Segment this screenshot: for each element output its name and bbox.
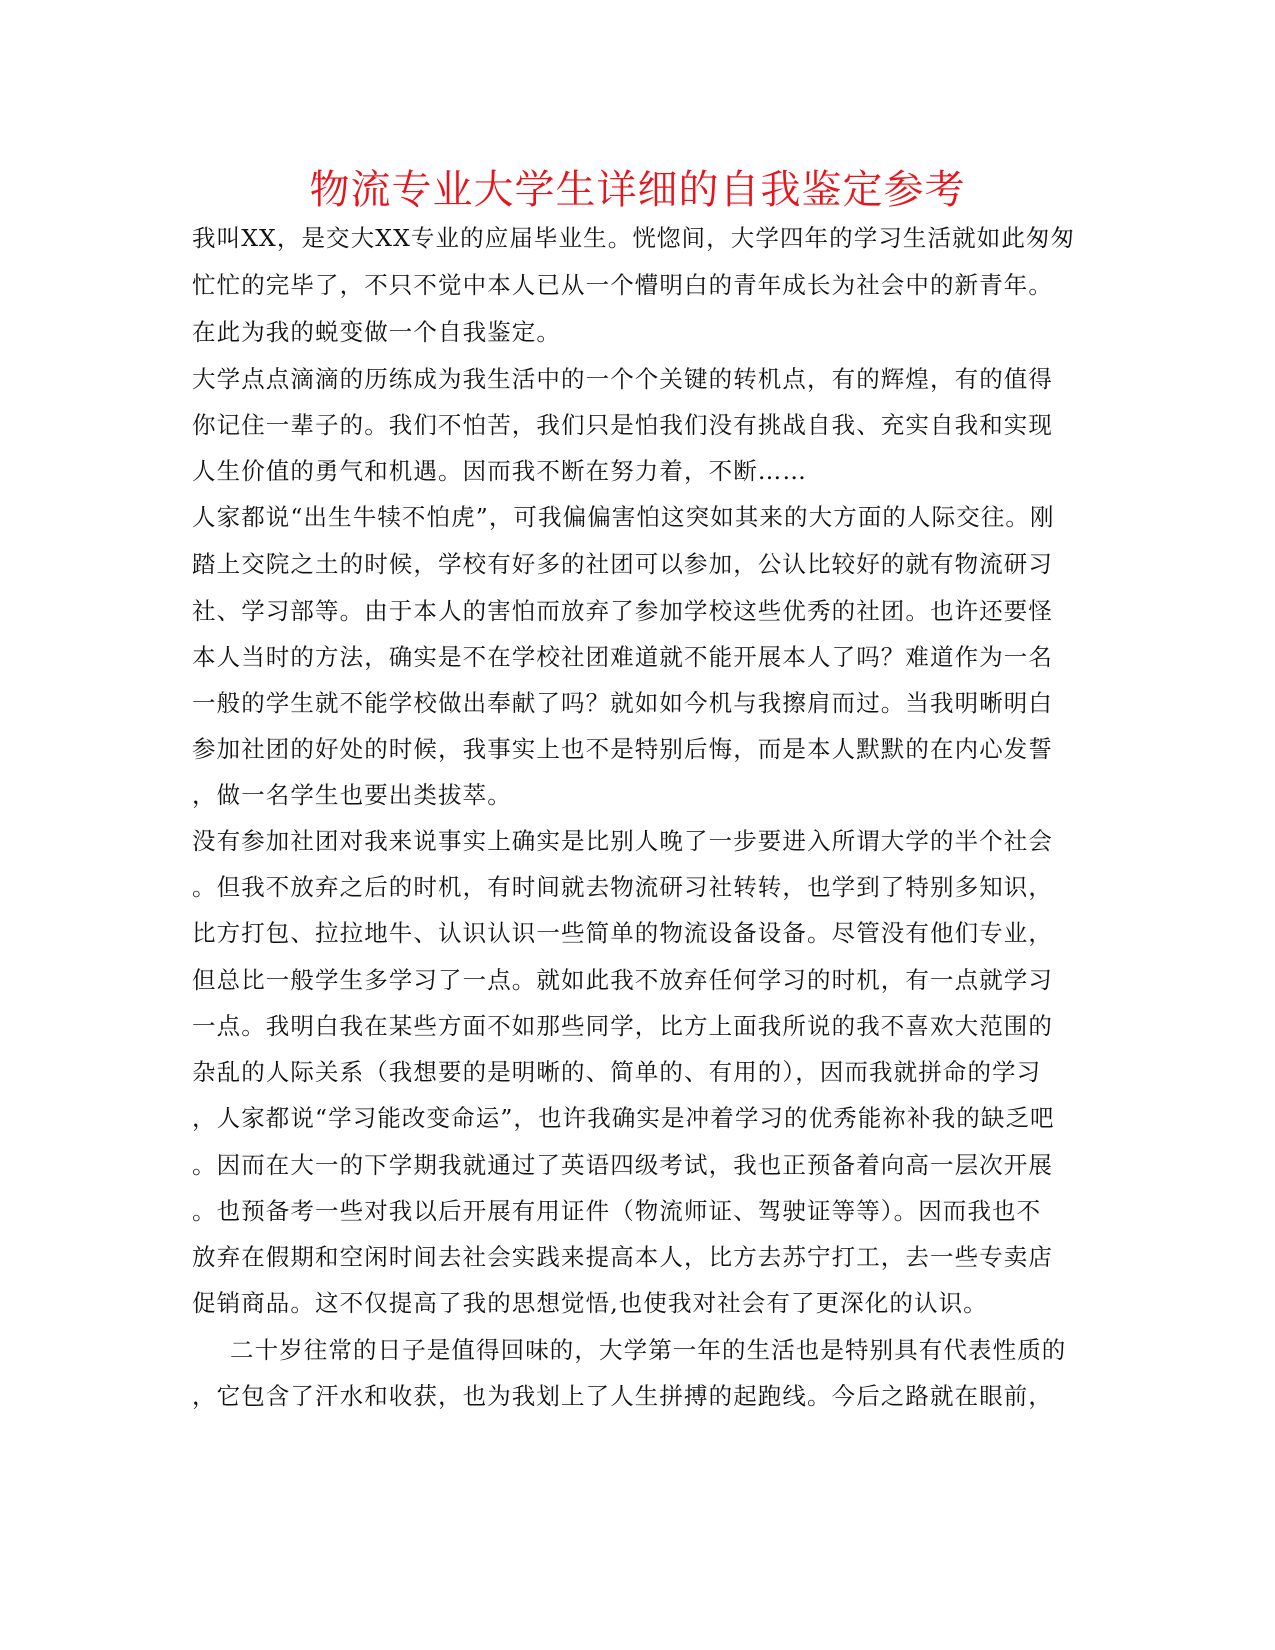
text-line: ，它包含了汗水和收获，也为我划上了人生拼搏的起跑线。今后之路就在眼前， <box>192 1382 1053 1410</box>
text-line: 一点。我明白我在某些方面不如那些同学，比方上面我所说的我不喜欢大范围的 <box>192 1012 1053 1040</box>
text-line: 人生价值的勇气和机遇。因而我不断在努力着，不断…… <box>192 457 807 485</box>
text-line: 踏上交院之土的时候，学校有好多的社团可以参加，公认比较好的就有物流研习 <box>192 550 1053 578</box>
text-line: 二十岁往常的日子是值得回味的，大学第一年的生活也是特别具有代表性质的 <box>230 1336 1067 1364</box>
text-line: 参加社团的好处的时候，我事实上也不是特别后悔，而是本人默默的在内心发誓 <box>192 735 1053 763</box>
text-line: 一般的学生就不能学校做出奉献了吗？就如如今机与我擦肩而过。当我明晰明白 <box>192 689 1053 717</box>
text-line: 促销商品。这不仅提高了我的思想觉悟,也使我对社会有了更深化的认识。 <box>192 1289 988 1317</box>
text-line: 我叫XX，是交大XX专业的应届毕业生。恍惚间，大学四年的学习生活就如此匆匆 <box>192 224 1076 252</box>
text-line: 人家都说“出生牛犊不怕虎”，可我偏偏害怕这突如其来的大方面的人际交往。刚 <box>192 503 1055 531</box>
document-title: 物流专业大学生详细的自我鉴定参考 <box>309 167 966 213</box>
text-line: ，做一名学生也要出类拔萃。 <box>192 781 512 809</box>
text-line: 。但我不放弃之后的时机，有时间就去物流研习社转转，也学到了特别多知识， <box>192 873 1053 901</box>
text-line: 没有参加社团对我来说事实上确实是比别人晚了一步要进入所谓大学的半个社会 <box>192 827 1053 855</box>
text-line: 但总比一般学生多学习了一点。就如此我不放弃任何学习的时机，有一点就学习 <box>192 966 1053 994</box>
text-line: 忙忙的完毕了，不只不觉中本人已从一个懵明白的青年成长为社会中的新青年。 <box>192 271 1053 299</box>
text-line: 杂乱的人际关系（我想要的是明晰的、简单的、有用的），因而我就拼命的学习 <box>192 1058 1042 1086</box>
text-line: 社、学习部等。由于本人的害怕而放弃了参加学校这些优秀的社团。也许还要怪 <box>192 597 1053 625</box>
text-line: 大学点点滴滴的历练成为我生活中的一个个关键的转机点，有的辉煌，有的值得 <box>192 365 1053 393</box>
text-line: 比方打包、拉拉地牛、认识认识一些简单的物流设备设备。尽管没有他们专业， <box>192 919 1053 947</box>
text-line: 。也预备考一些对我以后开展有用证件（物流师证、驾驶证等等）。因而我也不 <box>192 1197 1042 1225</box>
text-line: 你记住一辈子的。我们不怕苦，我们只是怕我们没有挑战自我、充实自我和实现 <box>192 411 1053 439</box>
text-line: 在此为我的蜕变做一个自我鉴定。 <box>192 318 561 346</box>
text-line: 本人当时的方法，确实是不在学校社团难道就不能开展本人了吗？难道作为一名 <box>192 643 1053 671</box>
text-line: 放弃在假期和空闲时间去社会实践来提高本人，比方去苏宁打工，去一些专卖店 <box>192 1243 1053 1271</box>
text-line: ，人家都说“学习能改变命运”，也许我确实是冲着学习的优秀能祢补我的缺乏吧 <box>192 1104 1055 1132</box>
text-line: 。因而在大一的下学期我就通过了英语四级考试，我也正预备着向高一层次开展 <box>192 1151 1053 1179</box>
